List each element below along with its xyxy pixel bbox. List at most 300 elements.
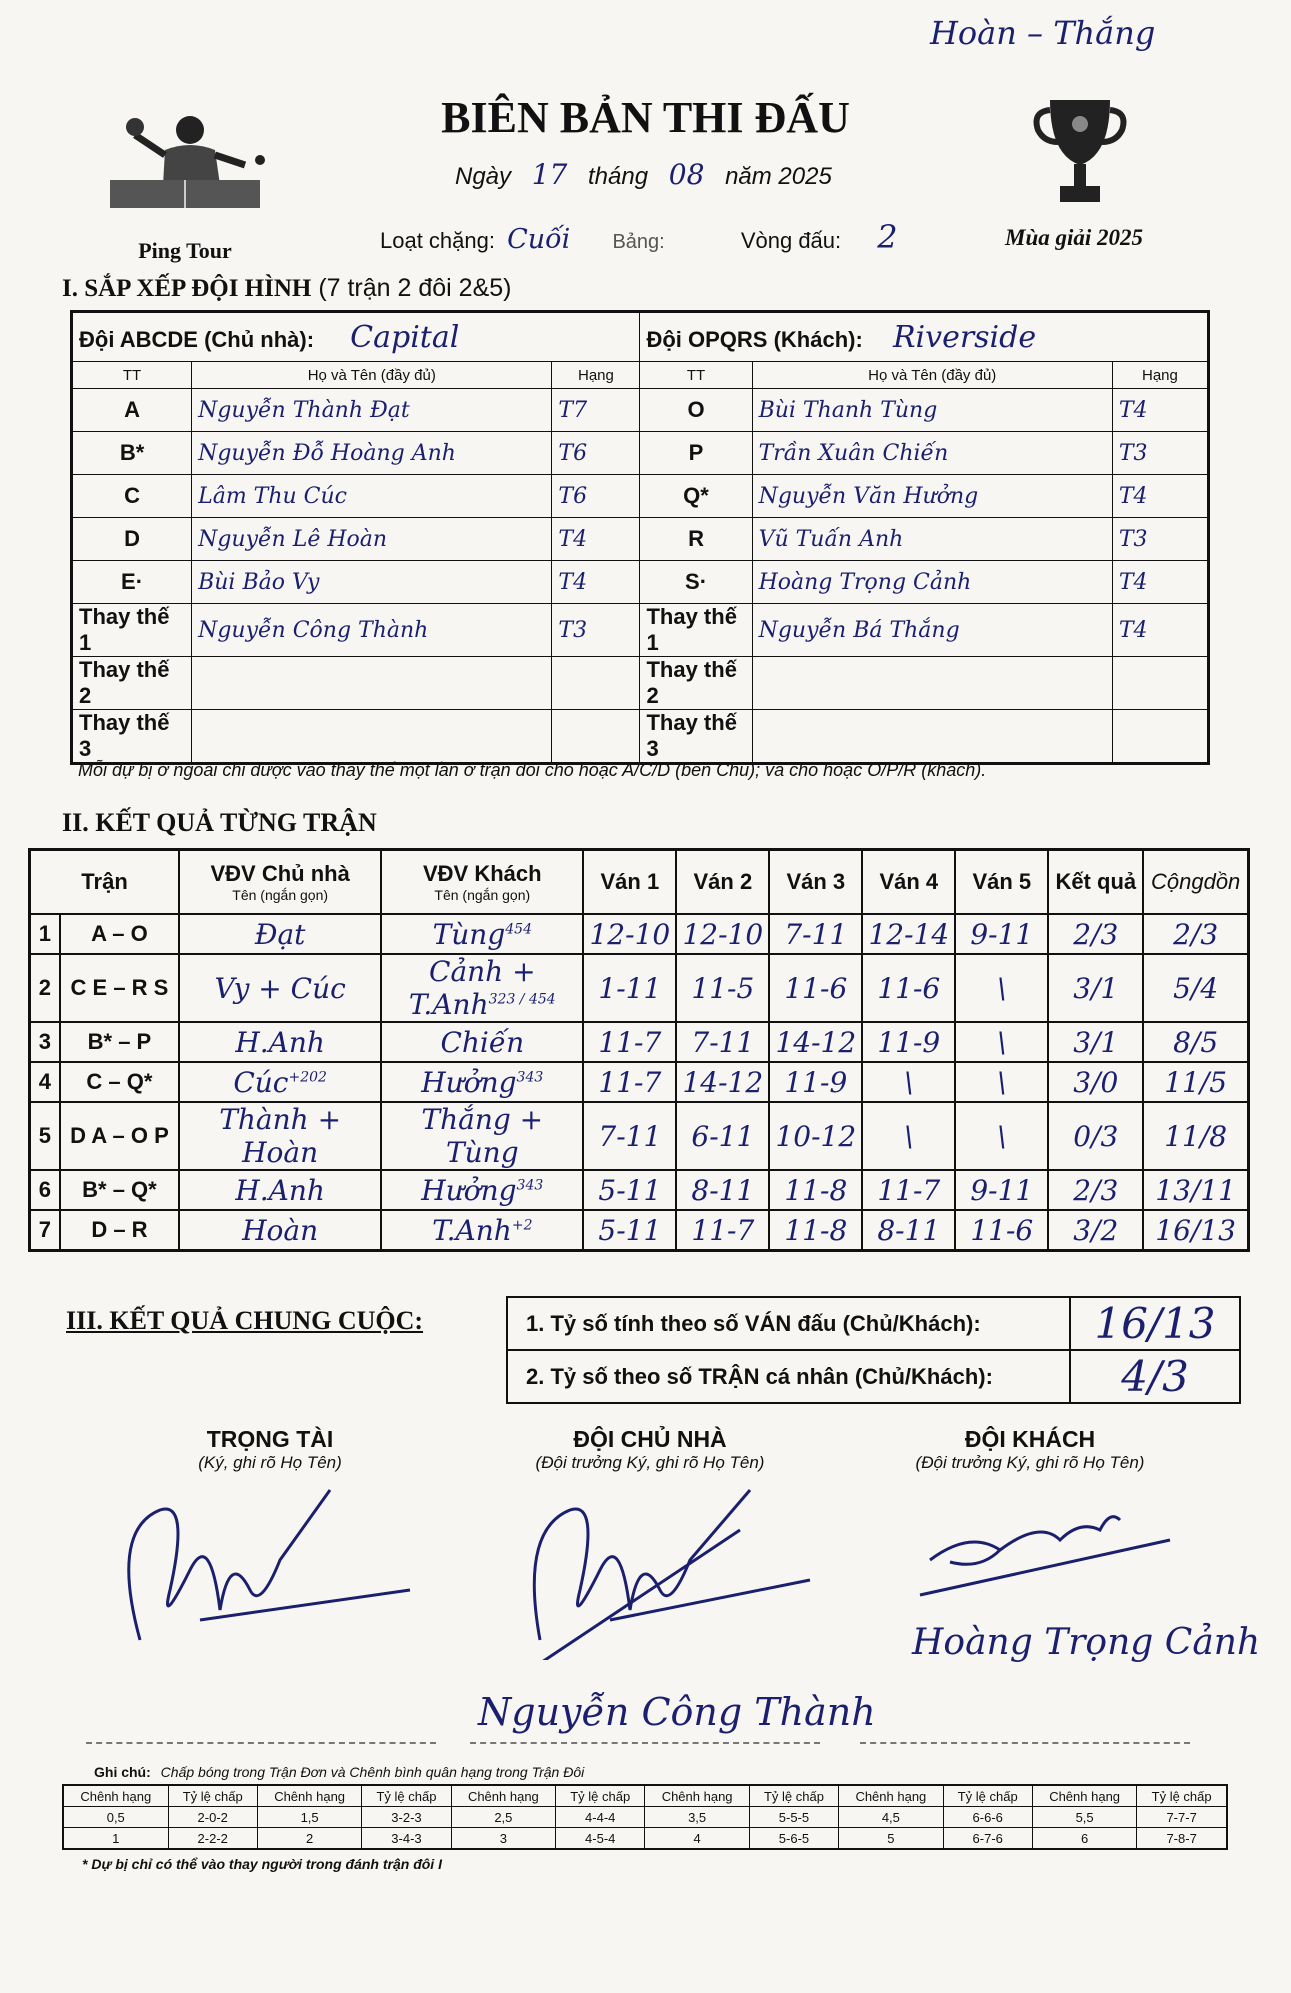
match-number bbox=[30, 1170, 60, 1210]
set5-score bbox=[955, 1170, 1048, 1210]
handicap-cell: 1 bbox=[63, 1828, 168, 1850]
handicap-header-row bbox=[63, 1785, 1227, 1807]
home-tt: Thay thế 2 bbox=[72, 657, 192, 710]
away-player bbox=[381, 1102, 583, 1170]
home-player-rank: T3 bbox=[552, 604, 640, 657]
set3-score bbox=[769, 914, 862, 954]
set3-score bbox=[769, 1022, 862, 1062]
match-pairing bbox=[60, 1022, 179, 1062]
day-label: Ngày bbox=[455, 163, 512, 190]
away-player bbox=[381, 1170, 583, 1210]
set3-score-text: 11-8 bbox=[784, 1173, 848, 1207]
lineup-row bbox=[72, 475, 1209, 518]
handicap-col-ratio: Tỷ lệ chấp bbox=[556, 1785, 645, 1807]
match-result bbox=[1048, 1062, 1143, 1102]
set4-score-text: 11-7 bbox=[877, 1173, 941, 1207]
set1-score bbox=[583, 1170, 676, 1210]
away-player bbox=[381, 1062, 583, 1102]
home-player-name: Nguyễn Đỗ Hoàng Anh bbox=[192, 432, 552, 475]
away-player-name: Hoàng Trọng Cảnh bbox=[752, 561, 1112, 604]
set1-score-text: 12-10 bbox=[589, 917, 671, 951]
away-player-text: Chiến bbox=[440, 1025, 525, 1059]
match-number bbox=[30, 1102, 60, 1170]
home-player bbox=[179, 954, 381, 1022]
handicap-cell: 1,5 bbox=[257, 1807, 361, 1828]
away-player-name: Nguyễn Văn Hưởng bbox=[752, 475, 1112, 518]
away-player bbox=[381, 914, 583, 954]
handicap-cell: 4-5-4 bbox=[556, 1828, 645, 1850]
loat-label: Loạt chặng: bbox=[380, 228, 495, 253]
away-player-name bbox=[752, 657, 1112, 710]
cumulative-score-text: 11/5 bbox=[1164, 1065, 1228, 1099]
match-pairing bbox=[60, 954, 179, 1022]
set2-score-text: 12-10 bbox=[682, 917, 764, 951]
match-number bbox=[30, 914, 60, 954]
away-player-handicap-note: 343 bbox=[516, 1069, 544, 1086]
handicap-cell: 5 bbox=[839, 1828, 943, 1850]
home-player-text: H.Anh bbox=[235, 1173, 325, 1207]
home-tt: Thay thế 1 bbox=[72, 604, 192, 657]
away-player-rank: T4 bbox=[1112, 389, 1208, 432]
away-player-text: Hưởng bbox=[421, 1065, 517, 1099]
handicap-col-rank-diff: Chênh hạng bbox=[257, 1785, 361, 1807]
handicap-col-ratio: Tỷ lệ chấp bbox=[943, 1785, 1032, 1807]
away-player-handicap-note: +2 bbox=[511, 1217, 533, 1234]
section1-title bbox=[62, 274, 511, 303]
set4-score-text: 8-11 bbox=[877, 1213, 941, 1247]
set2-score-text: 11-5 bbox=[691, 971, 755, 1005]
home-player-text: Cúc bbox=[233, 1065, 289, 1099]
home-captain-signature bbox=[500, 1470, 820, 1660]
home-team-name: Capital bbox=[350, 319, 460, 355]
lineup-row bbox=[72, 389, 1209, 432]
set3-score bbox=[769, 1210, 862, 1251]
set1-score bbox=[583, 954, 676, 1022]
cumulative-score-text: 2/3 bbox=[1173, 917, 1219, 951]
handicap-cell: 3 bbox=[451, 1828, 555, 1850]
set3-score-text: 11-6 bbox=[784, 971, 848, 1005]
signature-line-away bbox=[860, 1742, 1190, 1744]
result-row bbox=[30, 1102, 1249, 1170]
lineup-row bbox=[72, 710, 1209, 764]
handicap-cell: 4 bbox=[645, 1828, 749, 1850]
away-player-name: Bùi Thanh Tùng bbox=[752, 389, 1112, 432]
away-player-rank: T3 bbox=[1112, 432, 1208, 475]
match-pairing-text: B* – Q* bbox=[82, 1177, 157, 1202]
match-result bbox=[1048, 1170, 1143, 1210]
cumulative-score-text: 16/13 bbox=[1155, 1213, 1236, 1247]
set4-score bbox=[862, 1210, 955, 1251]
match-result-text: 3/1 bbox=[1073, 1025, 1119, 1059]
home-captain-name: Nguyễn Công Thành bbox=[478, 1690, 876, 1734]
col-home-label: VĐV Chủ nhà bbox=[210, 861, 350, 886]
loat-value: Cuối bbox=[507, 224, 571, 255]
away-tt: R bbox=[640, 518, 752, 561]
home-sign-block bbox=[500, 1426, 800, 1473]
home-team-label: Đội ABCDE (Chủ nhà): bbox=[79, 326, 315, 352]
handicap-cell: 4-4-4 bbox=[556, 1807, 645, 1828]
bang-label: Bảng: bbox=[612, 231, 665, 253]
cumulative-score bbox=[1143, 1022, 1248, 1062]
away-tt: P bbox=[640, 432, 752, 475]
result-row bbox=[30, 1062, 1249, 1102]
results-table bbox=[28, 848, 1250, 1252]
lineup-table bbox=[70, 310, 1210, 765]
set2-score-text: 7-11 bbox=[691, 1025, 755, 1059]
away-tt: S· bbox=[640, 561, 752, 604]
set3-score bbox=[769, 1102, 862, 1170]
handicap-cell: 4,5 bbox=[839, 1807, 943, 1828]
away-player bbox=[381, 1022, 583, 1062]
info-line bbox=[380, 218, 1000, 256]
home-sign-sub: (Đội trưởng Ký, ghi rõ Họ Tên) bbox=[535, 1453, 765, 1472]
home-player-rank: T4 bbox=[552, 518, 640, 561]
set3-score bbox=[769, 1170, 862, 1210]
home-team-cell bbox=[72, 312, 640, 362]
set4-score-text: 11-6 bbox=[877, 971, 941, 1005]
result-row bbox=[30, 914, 1249, 954]
match-result-text: 3/1 bbox=[1073, 971, 1119, 1005]
match-pairing bbox=[60, 914, 179, 954]
col-cong-don: Cộngdồn bbox=[1143, 850, 1248, 915]
handicap-table bbox=[62, 1784, 1228, 1850]
away-player-handicap-note: 343 bbox=[516, 1177, 544, 1194]
set2-score-text: 6-11 bbox=[691, 1119, 755, 1153]
home-player-name bbox=[192, 657, 552, 710]
set3-score-text: 7-11 bbox=[784, 917, 848, 951]
home-tt: C bbox=[72, 475, 192, 518]
home-player-text: Đạt bbox=[254, 917, 306, 951]
match-pairing-text: D – R bbox=[91, 1217, 148, 1242]
home-player-name: Nguyễn Thành Đạt bbox=[192, 389, 552, 432]
home-player-rank: T6 bbox=[552, 432, 640, 475]
set4-score bbox=[862, 1170, 955, 1210]
col-van1: Ván 1 bbox=[583, 850, 676, 915]
col-name-away: Họ và Tên (đầy đủ) bbox=[752, 362, 1112, 389]
match-number-text: 7 bbox=[38, 1217, 52, 1242]
away-sign-block bbox=[880, 1426, 1180, 1473]
handicap-cell: 2,5 bbox=[451, 1807, 555, 1828]
set3-score-text: 10-12 bbox=[775, 1119, 857, 1153]
col-tt-away: TT bbox=[640, 362, 752, 389]
match-result-text: 3/2 bbox=[1073, 1213, 1119, 1247]
referee-sub: (Ký, ghi rõ Họ Tên) bbox=[198, 1453, 342, 1472]
home-tt: Thay thế 3 bbox=[72, 710, 192, 764]
match-result-text: 3/0 bbox=[1073, 1065, 1119, 1099]
set1-score bbox=[583, 1210, 676, 1251]
col-van3: Ván 3 bbox=[769, 850, 862, 915]
away-player-text: Hưởng bbox=[421, 1173, 517, 1207]
set2-score-text: 14-12 bbox=[682, 1065, 764, 1099]
match-number bbox=[30, 1022, 60, 1062]
set2-score bbox=[676, 1062, 769, 1102]
col-rank-away: Hạng bbox=[1112, 362, 1208, 389]
result-row bbox=[30, 1170, 1249, 1210]
set2-score-text: 11-7 bbox=[691, 1213, 755, 1247]
away-player-text: Cảnh + T.Anh bbox=[408, 955, 536, 1021]
away-tt: O bbox=[640, 389, 752, 432]
handicap-footnote: * Dự bị chỉ có thể vào thay người trong đánh trận đôi I bbox=[82, 1856, 442, 1872]
away-tt: Q* bbox=[640, 475, 752, 518]
home-player-name: Lâm Thu Cúc bbox=[192, 475, 552, 518]
set5-score-text: 11-6 bbox=[970, 1213, 1034, 1247]
set1-score bbox=[583, 1062, 676, 1102]
vong-label: Vòng đấu: bbox=[740, 228, 842, 253]
set1-score-text: 7-11 bbox=[598, 1119, 662, 1153]
set4-score-text: \ bbox=[904, 1065, 914, 1099]
col-away-sub: Tên (ngắn gọn) bbox=[434, 887, 531, 903]
home-sign-title: ĐỘI CHỦ NHÀ bbox=[573, 1426, 727, 1452]
handicap-cell: 7-7-7 bbox=[1137, 1807, 1227, 1828]
home-player-text: Vy + Cúc bbox=[214, 971, 346, 1005]
home-player-text: Hoàn bbox=[242, 1213, 319, 1247]
result-row bbox=[30, 1210, 1249, 1251]
match-result-text: 2/3 bbox=[1073, 1173, 1119, 1207]
set5-score-text: \ bbox=[997, 1119, 1007, 1153]
match-pairing-text: C E – R S bbox=[70, 975, 169, 1000]
away-player-rank bbox=[1112, 657, 1208, 710]
match-number-text: 5 bbox=[38, 1123, 52, 1148]
away-player-rank: T4 bbox=[1112, 604, 1208, 657]
home-player-rank: T4 bbox=[552, 561, 640, 604]
home-player-rank bbox=[552, 710, 640, 764]
home-player-rank: T7 bbox=[552, 389, 640, 432]
set2-score-text: 8-11 bbox=[691, 1173, 755, 1207]
set4-score bbox=[862, 954, 955, 1022]
set5-score bbox=[955, 1062, 1048, 1102]
result-row bbox=[30, 1022, 1249, 1062]
set5-score bbox=[955, 954, 1048, 1022]
away-player-name: Nguyễn Bá Thắng bbox=[752, 604, 1112, 657]
match-number-text: 4 bbox=[38, 1069, 52, 1094]
col-van5: Ván 5 bbox=[955, 850, 1048, 915]
set3-score-text: 11-9 bbox=[784, 1065, 848, 1099]
away-player-rank bbox=[1112, 710, 1208, 764]
cumulative-score bbox=[1143, 954, 1248, 1022]
away-tt: Thay thế 2 bbox=[640, 657, 752, 710]
match-result bbox=[1048, 1210, 1143, 1251]
home-player-name: Nguyễn Công Thành bbox=[192, 604, 552, 657]
match-pairing-text: A – O bbox=[91, 921, 148, 946]
set4-score bbox=[862, 1062, 955, 1102]
home-player-name bbox=[192, 710, 552, 764]
match-number-text: 1 bbox=[38, 921, 52, 946]
home-player bbox=[179, 1062, 381, 1102]
year-label: năm 2025 bbox=[725, 163, 832, 190]
set2-score bbox=[676, 1170, 769, 1210]
cumulative-score bbox=[1143, 1210, 1248, 1251]
handicap-cell: 5-5-5 bbox=[749, 1807, 838, 1828]
handicap-cell: 6-6-6 bbox=[943, 1807, 1032, 1828]
set2-score bbox=[676, 1210, 769, 1251]
match-number-text: 6 bbox=[38, 1177, 52, 1202]
section3-title: III. KẾT QUẢ CHUNG CUỘC: bbox=[66, 1306, 424, 1335]
set1-score bbox=[583, 914, 676, 954]
handicap-cell: 7-8-7 bbox=[1137, 1828, 1227, 1850]
home-tt: B* bbox=[72, 432, 192, 475]
col-away-player bbox=[381, 850, 583, 915]
handwritten-note: Hoàn – Thắng bbox=[930, 14, 1156, 52]
away-player-name: Vũ Tuấn Anh bbox=[752, 518, 1112, 561]
home-player bbox=[179, 1022, 381, 1062]
match-pairing-text: B* – P bbox=[87, 1029, 152, 1054]
home-tt: A bbox=[72, 389, 192, 432]
handicap-col-rank-diff: Chênh hạng bbox=[1032, 1785, 1136, 1807]
handicap-cell: 2-2-2 bbox=[168, 1828, 257, 1850]
final-result-table bbox=[506, 1296, 1241, 1404]
home-player-handicap-note: +202 bbox=[288, 1069, 327, 1086]
set5-score bbox=[955, 1210, 1048, 1251]
handicap-col-ratio: Tỷ lệ chấp bbox=[749, 1785, 838, 1807]
handicap-cell: 3-4-3 bbox=[362, 1828, 451, 1850]
away-captain-name: Hoàng Trọng Cảnh bbox=[912, 1622, 1261, 1663]
away-player-handicap-note: 454 bbox=[505, 921, 532, 938]
set5-score-text: 9-11 bbox=[970, 917, 1034, 951]
home-player-text: H.Anh bbox=[235, 1025, 325, 1059]
handicap-cell: 2 bbox=[257, 1828, 361, 1850]
set3-score bbox=[769, 1062, 862, 1102]
away-player bbox=[381, 954, 583, 1022]
final-sets-label: 1. Tỷ số tính theo số VÁN đấu (Chủ/Khách): bbox=[507, 1297, 1070, 1350]
set1-score bbox=[583, 1102, 676, 1170]
away-team-name: Riverside bbox=[892, 319, 1037, 355]
match-pairing bbox=[60, 1102, 179, 1170]
match-number bbox=[30, 1210, 60, 1251]
away-player-handicap-note: 323 / 454 bbox=[488, 991, 556, 1008]
lineup-row bbox=[72, 432, 1209, 475]
away-player-rank: T3 bbox=[1112, 518, 1208, 561]
cumulative-score bbox=[1143, 1170, 1248, 1210]
lineup-row bbox=[72, 561, 1209, 604]
match-result bbox=[1048, 954, 1143, 1022]
match-number bbox=[30, 954, 60, 1022]
set5-score bbox=[955, 1022, 1048, 1062]
final-sets-value: 16/13 bbox=[1070, 1297, 1240, 1350]
col-tran: Trận bbox=[30, 850, 180, 915]
col-rank-home: Hạng bbox=[552, 362, 640, 389]
set5-score-text: 9-11 bbox=[970, 1173, 1034, 1207]
away-player-text: Thắng + Tùng bbox=[421, 1103, 544, 1169]
set4-score bbox=[862, 1102, 955, 1170]
match-result bbox=[1048, 1022, 1143, 1062]
away-player-text: Tùng bbox=[432, 917, 506, 951]
logo-text: Ping Tour bbox=[138, 238, 232, 263]
handicap-cell: 5,5 bbox=[1032, 1807, 1136, 1828]
handicap-cell: 6-7-6 bbox=[943, 1828, 1032, 1850]
away-player-text: T.Anh bbox=[432, 1213, 512, 1247]
cumulative-score-text: 8/5 bbox=[1173, 1025, 1219, 1059]
match-pairing bbox=[60, 1062, 179, 1102]
referee-block bbox=[140, 1426, 400, 1473]
handicap-cell: 0,5 bbox=[63, 1807, 168, 1828]
set1-score-text: 1-11 bbox=[598, 971, 662, 1005]
home-player bbox=[179, 1170, 381, 1210]
handicap-cell: 6 bbox=[1032, 1828, 1136, 1850]
set3-score-text: 14-12 bbox=[775, 1025, 857, 1059]
home-player-rank bbox=[552, 657, 640, 710]
set1-score-text: 5-11 bbox=[598, 1173, 662, 1207]
set3-score-text: 11-8 bbox=[784, 1213, 848, 1247]
away-team-cell bbox=[640, 312, 1209, 362]
handicap-row bbox=[63, 1807, 1227, 1828]
handicap-col-rank-diff: Chênh hạng bbox=[63, 1785, 168, 1807]
col-home-sub: Tên (ngắn gọn) bbox=[232, 887, 329, 903]
home-player bbox=[179, 914, 381, 954]
handicap-note-label: Ghi chú: bbox=[94, 1764, 151, 1780]
section2-title: II. KẾT QUẢ TỪNG TRẬN bbox=[62, 808, 377, 837]
cumulative-score bbox=[1143, 1102, 1248, 1170]
section1-title-bold: I. SẮP XẾP ĐỘI HÌNH bbox=[62, 275, 312, 302]
handicap-row bbox=[63, 1828, 1227, 1850]
match-pairing bbox=[60, 1170, 179, 1210]
col-van2: Ván 2 bbox=[676, 850, 769, 915]
cumulative-score-text: 11/8 bbox=[1164, 1119, 1228, 1153]
handicap-col-rank-diff: Chênh hạng bbox=[645, 1785, 749, 1807]
col-ket-qua: Kết quả bbox=[1048, 850, 1143, 915]
away-captain-signature bbox=[910, 1500, 1190, 1600]
col-van4: Ván 4 bbox=[862, 850, 955, 915]
signature-line-home bbox=[470, 1742, 820, 1744]
home-tt: E· bbox=[72, 561, 192, 604]
set5-score-text: \ bbox=[997, 1025, 1007, 1059]
match-pairing-text: D A – O P bbox=[70, 1123, 169, 1148]
match-result-text: 0/3 bbox=[1073, 1119, 1119, 1153]
result-row bbox=[30, 954, 1249, 1022]
handicap-cell: 3-2-3 bbox=[362, 1807, 451, 1828]
handicap-cell: 2-0-2 bbox=[168, 1807, 257, 1828]
set5-score bbox=[955, 914, 1048, 954]
home-player bbox=[179, 1102, 381, 1170]
lineup-row bbox=[72, 518, 1209, 561]
month-value: 08 bbox=[668, 158, 705, 191]
final-matches-label: 2. Tỷ số theo số TRẬN cá nhân (Chủ/Khách): bbox=[507, 1350, 1070, 1403]
home-player-name: Nguyễn Lê Hoàn bbox=[192, 518, 552, 561]
match-pairing bbox=[60, 1210, 179, 1251]
set4-score bbox=[862, 914, 955, 954]
set1-score bbox=[583, 1022, 676, 1062]
date-line bbox=[455, 158, 832, 191]
col-tt-home: TT bbox=[72, 362, 192, 389]
handicap-col-ratio: Tỷ lệ chấp bbox=[362, 1785, 451, 1807]
home-player-text: Thành + Hoàn bbox=[219, 1103, 342, 1169]
away-player-rank: T4 bbox=[1112, 561, 1208, 604]
away-tt: Thay thế 1 bbox=[640, 604, 752, 657]
away-player-name bbox=[752, 710, 1112, 764]
match-number bbox=[30, 1062, 60, 1102]
away-player-name: Trần Xuân Chiến bbox=[752, 432, 1112, 475]
handicap-col-rank-diff: Chênh hạng bbox=[451, 1785, 555, 1807]
set1-score-text: 11-7 bbox=[598, 1065, 662, 1099]
referee-title: TRỌNG TÀI bbox=[206, 1426, 334, 1452]
set4-score-text: \ bbox=[904, 1119, 914, 1153]
cumulative-score bbox=[1143, 1062, 1248, 1102]
away-sign-title: ĐỘI KHÁCH bbox=[964, 1426, 1096, 1452]
col-home-player bbox=[179, 850, 381, 915]
page-title: BIÊN BẢN THI ĐẤU bbox=[441, 93, 850, 142]
section1-title-rest: (7 trận 2 đôi 2&5) bbox=[318, 274, 512, 302]
set1-score-text: 5-11 bbox=[598, 1213, 662, 1247]
lineup-note: Mỗi dự bị ở ngoài chỉ được vào thay thế một lần ở trận đôi cho hoặc A/C/D (bên Chủ); và cho hoặc O/P/R (khách). bbox=[78, 760, 987, 780]
away-sign-sub: (Đội trưởng Ký, ghi rõ Họ Tên) bbox=[915, 1453, 1145, 1472]
set2-score bbox=[676, 1022, 769, 1062]
cumulative-score bbox=[1143, 914, 1248, 954]
away-player bbox=[381, 1210, 583, 1251]
signature-line-referee bbox=[86, 1742, 436, 1744]
match-number-text: 2 bbox=[38, 975, 52, 1000]
set2-score bbox=[676, 1102, 769, 1170]
handicap-note bbox=[94, 1764, 584, 1780]
home-tt: D bbox=[72, 518, 192, 561]
